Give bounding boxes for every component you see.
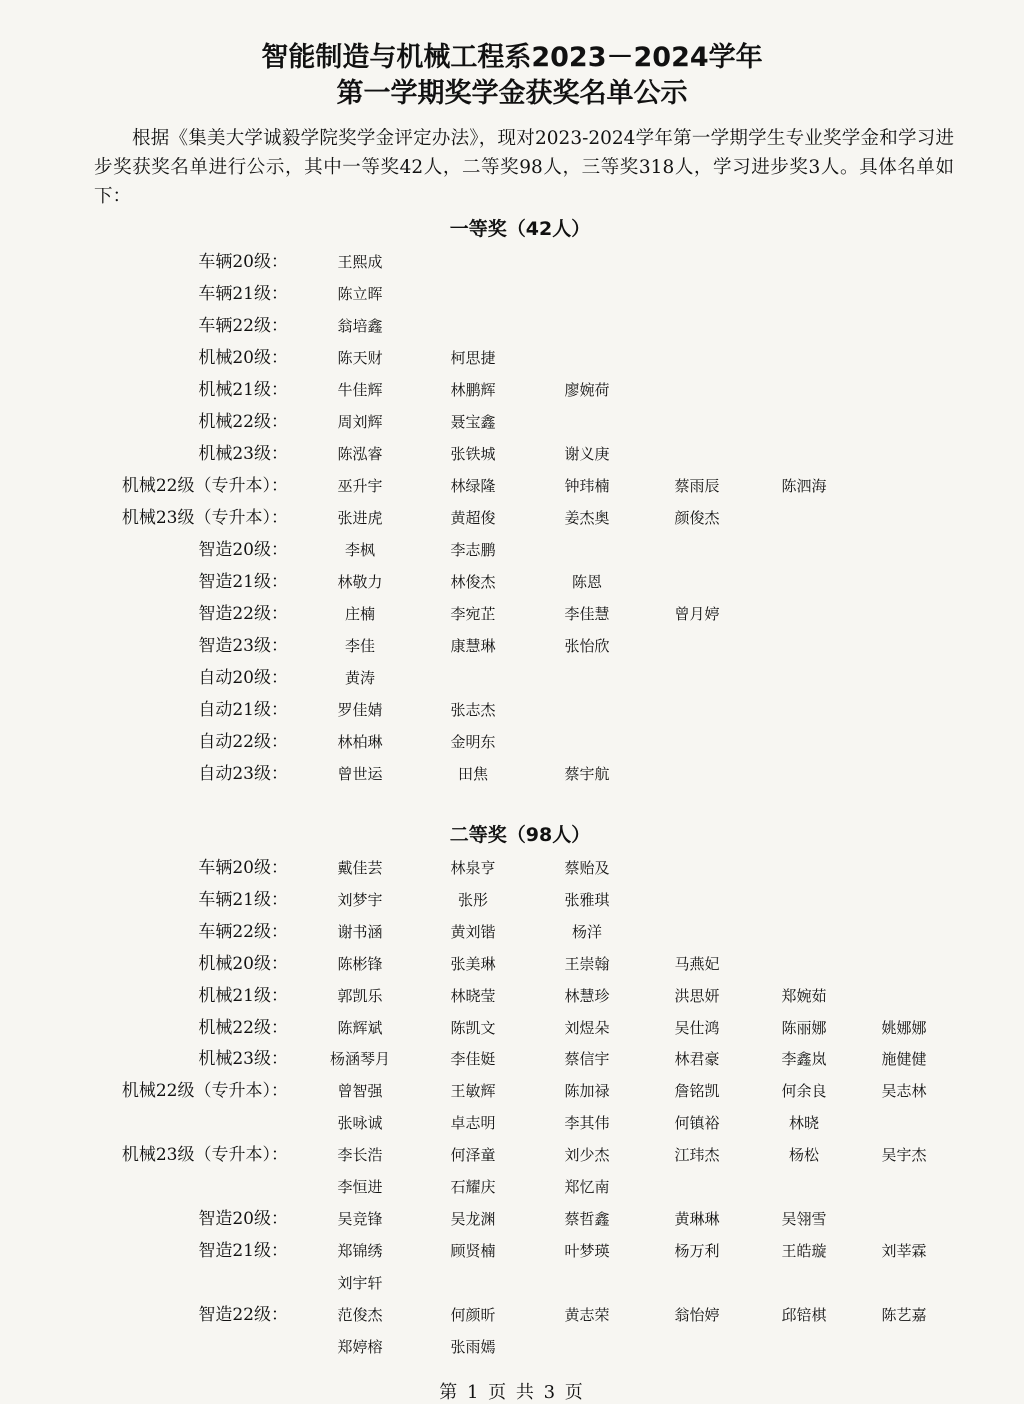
student-name: 杨万利 xyxy=(674,1241,720,1260)
student-name: 洪思妍 xyxy=(674,986,720,1005)
student-name: 林慧珍 xyxy=(564,986,610,1005)
class-label: 车辆22级： xyxy=(198,316,288,336)
student-name: 姚娜娜 xyxy=(881,1018,927,1037)
student-name: 罗佳婧 xyxy=(337,701,383,719)
class-label: 车辆21级： xyxy=(198,889,288,910)
student-name: 李佳慧 xyxy=(564,605,610,623)
student-name: 陈泓睿 xyxy=(337,445,383,463)
student-name: 林敬力 xyxy=(337,573,383,591)
student-name: 廖婉荷 xyxy=(564,381,610,399)
student-name: 郑婷榕 xyxy=(337,1337,383,1356)
student-name: 刘煜朵 xyxy=(564,1018,610,1037)
student-name: 林柏琳 xyxy=(337,733,383,751)
student-name: 王敏辉 xyxy=(450,1082,496,1101)
student-name: 林俊杰 xyxy=(450,573,496,591)
student-name: 张雅琪 xyxy=(564,890,610,909)
student-name: 李鑫岚 xyxy=(781,1050,827,1069)
section-title: 二等奖（98人） xyxy=(449,824,591,846)
student-name: 吴竞锋 xyxy=(337,1209,383,1228)
class-row xyxy=(0,1108,1024,1138)
document-title-line2: 第一学期奖学金获奖名单公示 xyxy=(336,78,688,109)
class-row xyxy=(0,247,1024,277)
student-name: 康慧琳 xyxy=(450,637,496,655)
class-label: 车辆21级： xyxy=(198,284,288,304)
student-name: 李恒进 xyxy=(337,1178,383,1196)
student-name: 刘宇轩 xyxy=(337,1273,383,1292)
class-row xyxy=(0,695,1024,725)
student-name: 杨洋 xyxy=(571,922,602,941)
student-name: 陈彬锋 xyxy=(337,954,383,973)
student-name: 马燕妃 xyxy=(674,954,720,973)
class-label: 车辆22级： xyxy=(198,921,288,942)
student-name: 周刘辉 xyxy=(337,413,383,431)
class-row xyxy=(0,1332,1024,1362)
student-name: 金明东 xyxy=(450,733,496,751)
student-name: 林鹏辉 xyxy=(450,381,496,399)
student-name: 颜俊杰 xyxy=(674,509,720,527)
class-row xyxy=(0,439,1024,469)
student-name: 黄刘锴 xyxy=(450,922,496,941)
student-name: 张铁城 xyxy=(450,445,496,463)
class-label: 智造21级： xyxy=(198,1240,288,1261)
student-name: 王崇翰 xyxy=(564,954,610,973)
student-name: 吴志林 xyxy=(881,1082,927,1101)
student-name: 王皓璇 xyxy=(781,1241,827,1260)
class-row xyxy=(0,853,1024,883)
student-name: 钟玮楠 xyxy=(564,477,610,495)
class-label: 机械23级： xyxy=(198,444,288,464)
student-name: 李枫 xyxy=(344,541,375,559)
page-footer: 第 1 页 共 3 页 xyxy=(439,1382,585,1403)
class-label: 车辆20级： xyxy=(198,252,288,272)
student-name: 姜杰奥 xyxy=(564,509,610,527)
class-row xyxy=(0,1172,1024,1202)
class-row xyxy=(0,375,1024,405)
student-name: 刘莘霖 xyxy=(881,1241,927,1260)
student-name: 郑忆南 xyxy=(564,1178,610,1196)
student-name: 陈加禄 xyxy=(564,1082,610,1101)
class-label: 智造23级： xyxy=(198,636,288,656)
student-name: 张进虎 xyxy=(337,509,383,527)
class-row xyxy=(0,917,1024,947)
student-name: 张咏诚 xyxy=(337,1114,383,1133)
student-name: 陈立晖 xyxy=(337,285,383,303)
student-name: 蔡信宇 xyxy=(564,1050,610,1069)
student-name: 陈恩 xyxy=(571,573,602,591)
class-row xyxy=(0,471,1024,501)
student-name: 邱锫棋 xyxy=(781,1305,827,1324)
student-name: 何颜昕 xyxy=(450,1305,496,1324)
student-name: 吴仕鸿 xyxy=(674,1018,720,1037)
student-name: 何镇裕 xyxy=(674,1114,720,1133)
class-label: 机械23级（专升本）： xyxy=(121,508,288,528)
class-label: 机械21级： xyxy=(198,380,288,400)
student-name: 李佳 xyxy=(344,637,375,655)
class-row xyxy=(0,343,1024,373)
student-name: 吴龙渊 xyxy=(450,1209,496,1228)
student-name: 郑婉茹 xyxy=(781,986,827,1005)
student-name: 蔡宇航 xyxy=(564,765,610,783)
student-name: 曾月婷 xyxy=(674,605,720,623)
student-name: 陈凯文 xyxy=(450,1018,496,1037)
intro-paragraph: 根据《集美大学诚毅学院奖学金评定办法》，现对2023-2024学年第一学期学生专业奖学金和学习进步奖获奖名单进行公示，其中一等奖42人，二等奖98人，三等奖318人，学习进步奖3人。具体名单如下： xyxy=(94,128,954,207)
student-name: 翁怡婷 xyxy=(674,1305,720,1324)
class-row xyxy=(0,885,1024,915)
student-name: 陈丽娜 xyxy=(781,1018,827,1037)
student-name: 詹铭凯 xyxy=(674,1082,720,1101)
student-name: 庄楠 xyxy=(344,605,375,623)
student-name: 李其伟 xyxy=(564,1114,610,1133)
student-name: 牛佳辉 xyxy=(337,381,383,399)
student-name: 蔡哲鑫 xyxy=(564,1209,610,1228)
class-row xyxy=(0,1268,1024,1298)
class-row xyxy=(0,279,1024,309)
student-name: 卓志明 xyxy=(450,1114,496,1133)
student-name: 李佳娗 xyxy=(450,1050,496,1069)
student-name: 戴佳芸 xyxy=(337,859,383,877)
class-row xyxy=(0,311,1024,341)
student-name: 林晓莹 xyxy=(450,986,496,1005)
student-name: 刘梦宇 xyxy=(337,890,383,909)
student-name: 何余良 xyxy=(781,1082,827,1101)
student-name: 顾贤楠 xyxy=(450,1241,496,1260)
class-row xyxy=(0,981,1024,1011)
class-label: 机械20级： xyxy=(198,348,288,368)
student-name: 田焦 xyxy=(457,765,488,783)
student-name: 李宛芷 xyxy=(450,605,496,623)
student-name: 黄超俊 xyxy=(450,509,496,527)
student-name: 王熙成 xyxy=(337,253,383,271)
class-row xyxy=(0,1076,1024,1106)
class-label: 自动22级： xyxy=(198,732,288,752)
student-name: 陈天财 xyxy=(337,349,383,367)
class-label: 智造20级： xyxy=(198,1208,288,1229)
student-name: 陈辉斌 xyxy=(337,1018,383,1037)
class-label: 机械23级（专升本）： xyxy=(121,1145,288,1166)
class-label: 智造21级： xyxy=(198,572,288,592)
class-row xyxy=(0,631,1024,661)
student-name: 吴宇杰 xyxy=(881,1146,927,1165)
student-name: 叶梦瑛 xyxy=(564,1241,610,1260)
student-name: 陈泗海 xyxy=(781,477,827,495)
student-name: 陈艺嘉 xyxy=(881,1305,927,1324)
student-name: 柯思捷 xyxy=(450,349,496,367)
student-name: 蔡贻及 xyxy=(564,859,610,877)
student-name: 李志鹏 xyxy=(450,541,496,559)
class-label: 机械21级： xyxy=(198,985,288,1006)
student-name: 张彤 xyxy=(457,890,488,909)
class-label: 自动21级： xyxy=(198,700,288,720)
section-title: 一等奖（42人） xyxy=(449,218,591,240)
class-row xyxy=(0,1013,1024,1043)
class-row xyxy=(0,727,1024,757)
class-row xyxy=(0,949,1024,979)
student-name: 郭凯乐 xyxy=(337,986,383,1005)
student-name: 翁培鑫 xyxy=(337,317,383,335)
student-name: 张志杰 xyxy=(450,701,496,719)
student-name: 聂宝鑫 xyxy=(450,413,496,431)
student-name: 施健健 xyxy=(881,1050,927,1069)
student-name: 黄涛 xyxy=(344,669,375,687)
student-name: 杨涵琴月 xyxy=(329,1050,390,1069)
document-title-line1: 智能制造与机械工程系2023－2024学年 xyxy=(261,42,763,73)
student-name: 林绿隆 xyxy=(450,477,496,495)
student-name: 巫升宇 xyxy=(337,477,383,495)
class-label: 自动23级： xyxy=(198,764,288,784)
student-name: 蔡雨辰 xyxy=(674,477,720,495)
student-name: 吴翎雪 xyxy=(781,1209,827,1228)
student-name: 李长浩 xyxy=(337,1146,383,1165)
class-row xyxy=(0,1140,1024,1170)
class-row xyxy=(0,599,1024,629)
class-label: 机械20级： xyxy=(198,953,288,974)
class-row xyxy=(0,1300,1024,1330)
student-name: 张美琳 xyxy=(450,954,496,973)
student-name: 谢书涵 xyxy=(337,922,383,941)
class-label: 机械22级（专升本）： xyxy=(121,476,288,496)
student-name: 林晓 xyxy=(788,1114,819,1133)
class-row xyxy=(0,1236,1024,1266)
student-name: 林君豪 xyxy=(674,1050,720,1069)
student-name: 范俊杰 xyxy=(337,1305,383,1324)
student-name: 何泽童 xyxy=(450,1146,496,1165)
class-row xyxy=(0,407,1024,437)
class-row xyxy=(0,1204,1024,1234)
student-name: 谢义庚 xyxy=(564,445,610,463)
student-name: 曾智强 xyxy=(337,1082,383,1101)
class-row xyxy=(0,503,1024,533)
class-label: 机械22级： xyxy=(198,1017,288,1038)
student-name: 曾世运 xyxy=(337,765,383,783)
student-name: 杨松 xyxy=(788,1146,819,1165)
student-name: 林泉亨 xyxy=(450,859,496,877)
class-label: 智造20级： xyxy=(198,540,288,560)
student-name: 张雨嫣 xyxy=(450,1337,496,1356)
class-label: 车辆20级： xyxy=(198,858,288,878)
student-name: 刘少杰 xyxy=(564,1146,610,1165)
class-label: 自动20级： xyxy=(198,668,288,688)
student-name: 黄志荣 xyxy=(564,1305,610,1324)
class-row xyxy=(0,759,1024,789)
student-name: 石耀庆 xyxy=(450,1178,496,1196)
class-label: 机械22级（专升本）： xyxy=(121,1081,288,1102)
student-name: 江玮杰 xyxy=(674,1146,720,1165)
class-row xyxy=(0,567,1024,597)
student-name: 张怡欣 xyxy=(564,637,610,655)
class-row xyxy=(0,663,1024,693)
class-row xyxy=(0,535,1024,565)
class-label: 智造22级： xyxy=(198,1304,288,1325)
class-label: 机械23级： xyxy=(198,1049,288,1070)
class-label: 机械22级： xyxy=(198,412,288,432)
student-name: 黄琳琳 xyxy=(674,1209,720,1228)
student-name: 郑锦绣 xyxy=(337,1241,383,1260)
class-label: 智造22级： xyxy=(198,604,288,624)
class-row xyxy=(0,1044,1024,1074)
